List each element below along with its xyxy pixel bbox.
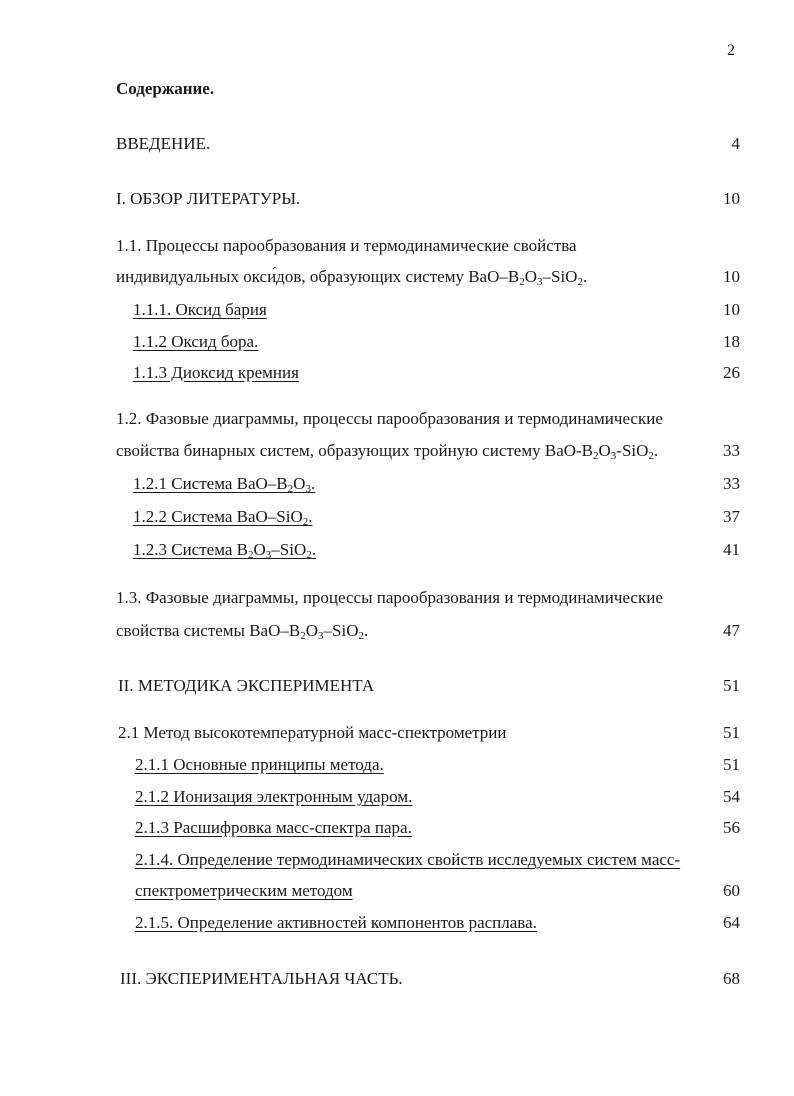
toc-entry-1-1-1[interactable]	[0, 297, 794, 323]
toc-entry-1-3-line2[interactable]	[0, 618, 794, 644]
toc-entry-2-1-4-line1[interactable]	[0, 847, 794, 873]
toc-entry-1-2-line2[interactable]	[0, 438, 794, 464]
toc-entry-page: 4	[731, 134, 740, 153]
toc-entry-chapter-3[interactable]	[0, 966, 794, 992]
toc-entry-page: 10	[723, 189, 740, 208]
toc-entry-2-1-1[interactable]	[0, 752, 794, 778]
toc-entry-page: 54	[723, 787, 740, 806]
toc-entry-title: 1.1.1. Оксид бария	[133, 300, 267, 319]
toc-entry-title: 1.2.1 Система BaO–$B_2O_3$.	[133, 474, 316, 495]
toc-entry-page: 47	[723, 621, 740, 640]
toc-entry-page: 51	[723, 723, 740, 742]
toc-entry-1-1-line2[interactable]	[0, 264, 794, 290]
toc-entry-page: 51	[723, 755, 740, 774]
toc-entry-introduction[interactable]	[0, 131, 794, 157]
toc-entry-chapter-2[interactable]	[0, 673, 794, 699]
toc-entry-title: спектрометрическим методом	[135, 881, 353, 900]
toc-entry-page: 33	[723, 441, 740, 460]
toc-heading: Содержание.	[116, 79, 215, 98]
toc-entry-2-1-3[interactable]	[0, 815, 794, 841]
toc-entry-title: 2.1.4. Определение термодинамических свойств исследуемых систем масс-	[135, 850, 681, 869]
toc-entry-title: 2.1.1 Основные принципы метода.	[135, 755, 384, 774]
toc-entry-1-1-3[interactable]	[0, 360, 794, 386]
toc-entry-title: III. ЭКСПЕРИМЕНТАЛЬНАЯ ЧАСТЬ.	[120, 969, 403, 988]
toc-entry-title: 2.1.5. Определение активностей компонентов расплава.	[135, 913, 537, 932]
toc-entry-title: 1.2.3 Система $B_2O_3-SiO_2$.	[133, 540, 316, 561]
toc-entry-page: 18	[723, 332, 740, 351]
toc-entry-title: 2.1.3 Расшифровка масс-спектра пара.	[135, 818, 412, 837]
toc-entry-1-2-line1[interactable]	[0, 406, 794, 432]
toc-entry-title: 1.1. Процессы парообразования и термодинамические свойства	[116, 236, 577, 255]
toc-entry-title: 2.1 Метод высокотемпературной масс-спектрометрии	[118, 723, 507, 742]
toc-entry-page: 41	[723, 540, 740, 559]
toc-entry-title: 1.1.3 Диоксид кремния	[133, 363, 299, 382]
toc-entry-title: 1.2. Фазовые диаграммы, процессы парообразования и термодинамические	[116, 409, 663, 428]
toc-entry-page: 64	[723, 913, 740, 932]
toc-entry-title: I. ОБЗОР ЛИТЕРАТУРЫ.	[116, 189, 301, 208]
toc-entry-2-1-4-line2[interactable]	[0, 878, 794, 904]
toc-entry-page: 68	[723, 969, 740, 988]
page-number: 2	[727, 42, 735, 59]
toc-entry-title: ВВЕДЕНИЕ.	[116, 134, 211, 153]
toc-entry-title: свойства бинарных систем, образующих тройную систему BaO-$B_2O_3-SiO_2$.	[116, 441, 659, 462]
toc-entry-title: 1.1.2 Оксид бора.	[133, 332, 259, 351]
toc-entry-title: II. МЕТОДИКА ЭКСПЕРИМЕНТА	[118, 676, 375, 695]
toc-entry-chapter-1[interactable]	[0, 186, 794, 212]
toc-entry-page: 33	[723, 474, 740, 493]
toc-entry-title: свойства системы BaO–$B_2O_3-SiO_2$.	[116, 621, 369, 642]
toc-entry-page: 56	[723, 818, 740, 837]
toc-entry-title: 2.1.2 Ионизация электронным ударом.	[135, 787, 413, 806]
toc-entry-2-1[interactable]	[0, 720, 794, 746]
toc-entry-2-1-2[interactable]	[0, 784, 794, 810]
toc-entry-page: 60	[723, 881, 740, 900]
toc-entry-1-1-line1[interactable]	[0, 233, 794, 259]
toc-entry-title: 1.2.2 Система BaO–SiO$_2$.	[133, 507, 313, 528]
toc-entry-page: 10	[723, 267, 740, 286]
toc-entry-1-2-1[interactable]	[0, 471, 794, 497]
toc-entry-page: 26	[723, 363, 740, 382]
toc-entry-page: 37	[723, 507, 740, 526]
toc-entry-title: 1.3. Фазовые диаграммы, процессы парообразования и термодинамические	[116, 588, 663, 607]
toc-entry-2-1-5[interactable]	[0, 910, 794, 936]
toc-entry-1-2-2[interactable]	[0, 504, 794, 530]
toc-entry-title: индивидуальных окси́дов, образующих систему BaO–$B_2O_3-SiO_2$.	[116, 267, 588, 288]
toc-entry-page: 10	[723, 300, 740, 319]
toc-entry-page: 51	[723, 676, 740, 695]
toc-entry-1-3-line1[interactable]	[0, 585, 794, 611]
toc-entry-1-1-2[interactable]	[0, 329, 794, 355]
toc-entry-1-2-3[interactable]	[0, 537, 794, 563]
